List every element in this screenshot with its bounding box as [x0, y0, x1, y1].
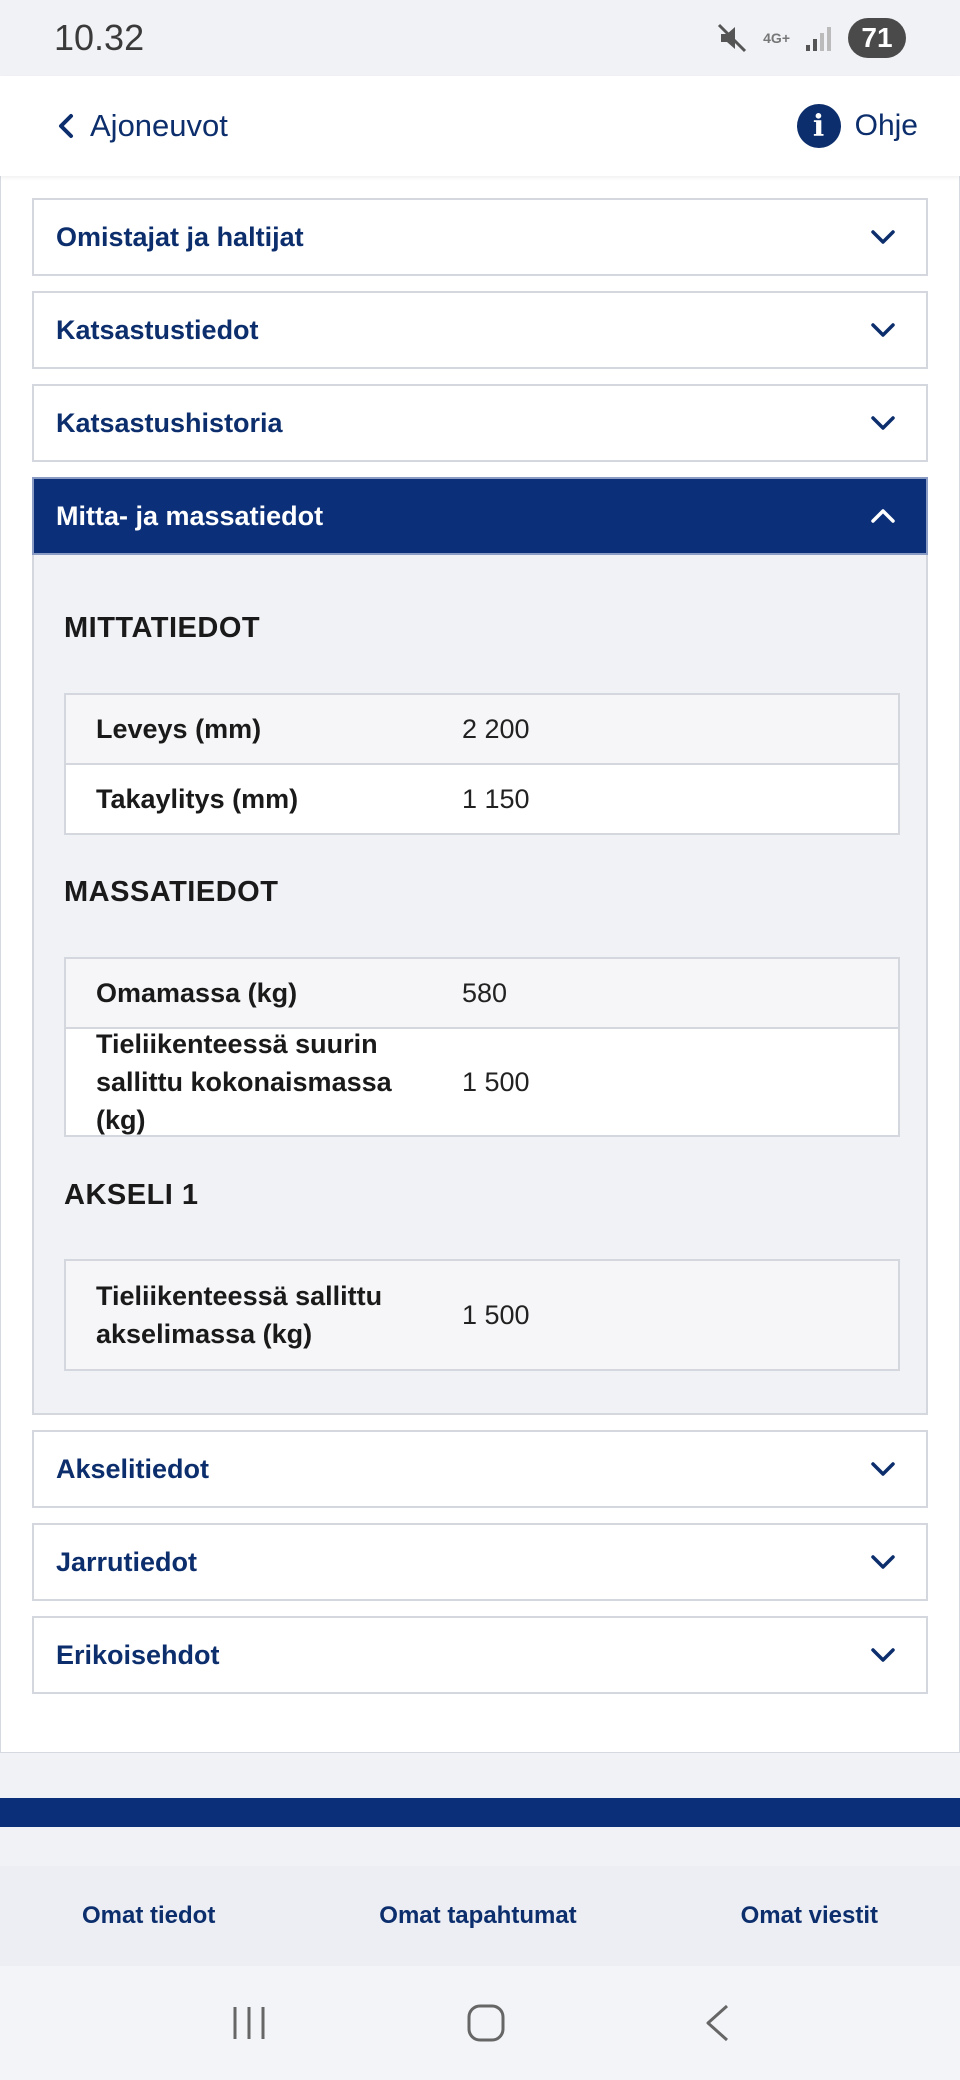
- chevron-down-icon: [870, 321, 896, 339]
- mute-icon: [715, 21, 749, 55]
- back-button[interactable]: [56, 108, 228, 144]
- status-bar: [0, 0, 960, 76]
- row-value: 1 500: [462, 1299, 530, 1330]
- bottom-nav: [0, 1866, 960, 1966]
- row-label: Omamassa (kg): [96, 978, 298, 1008]
- nav-omat-tiedot[interactable]: Omat tiedot: [81, 1902, 216, 1929]
- accordion-title: Katsastustiedot: [56, 314, 259, 345]
- accordion-title: Mitta- ja massatiedot: [56, 500, 324, 531]
- app-header: [0, 76, 960, 176]
- row-label: Tieliikenteessä sallittu akselimassa (kg): [96, 1281, 383, 1349]
- network-label: 4G+: [763, 30, 790, 46]
- accordion-omistajat[interactable]: [32, 198, 928, 276]
- accordion-erikoisehdot[interactable]: [32, 1616, 928, 1694]
- battery-level: 71: [861, 22, 893, 53]
- status-icons: [715, 18, 906, 58]
- row-value: 1 500: [462, 1066, 530, 1097]
- data-table: [64, 957, 900, 1137]
- row-label: Tieliikenteessä suurin sallittu kokonaismassa (kg): [96, 1029, 392, 1135]
- system-nav: [0, 1966, 960, 2080]
- data-table: [64, 1259, 900, 1371]
- data-table: [64, 693, 900, 835]
- home-icon[interactable]: [466, 2003, 506, 2043]
- back-label: Ajoneuvot: [90, 108, 228, 143]
- status-time: 10.32: [54, 17, 145, 58]
- row-value: 2 200: [462, 713, 530, 744]
- chevron-up-icon: [870, 507, 896, 525]
- chevron-left-icon: [56, 112, 76, 140]
- chevron-down-icon: [870, 414, 896, 432]
- chevron-down-icon: [870, 1460, 896, 1478]
- help-label: Ohje: [854, 109, 918, 142]
- chevron-down-icon: [870, 1646, 896, 1664]
- accordion-title: Erikoisehdot: [56, 1639, 220, 1670]
- accordion-title: Katsastushistoria: [56, 407, 283, 438]
- nav-omat-viestit[interactable]: Omat viestit: [740, 1902, 879, 1929]
- help-button[interactable]: [797, 104, 918, 148]
- nav-omat-tapahtumat[interactable]: Omat tapahtumat: [379, 1902, 577, 1929]
- info-icon: i: [797, 104, 841, 148]
- accordion-title: Akselitiedot: [56, 1453, 210, 1484]
- table-row: [66, 1027, 898, 1135]
- row-value: 1 150: [462, 783, 530, 814]
- section-heading: MASSATIEDOT: [64, 876, 279, 908]
- section-heading: AKSELI 1: [64, 1179, 199, 1211]
- signal-icon: [804, 23, 834, 53]
- accordion-panel: [32, 555, 928, 1415]
- accordion-jarrutiedot[interactable]: [32, 1523, 928, 1601]
- section-heading: MITTATIEDOT: [64, 612, 261, 644]
- accordion-title: Jarrutiedot: [56, 1546, 198, 1577]
- row-label: Takaylitys (mm): [96, 784, 299, 814]
- recent-apps-icon[interactable]: [229, 2004, 269, 2042]
- accordion-katsastushistoria[interactable]: [32, 384, 928, 462]
- footer-band: [0, 1798, 960, 1827]
- battery-icon: [848, 18, 906, 58]
- table-row: [66, 1261, 898, 1369]
- table-row: [66, 763, 898, 833]
- table-row: [66, 695, 898, 763]
- row-value: 580: [462, 977, 508, 1008]
- accordion-title: Omistajat ja haltijat: [56, 221, 304, 252]
- chevron-down-icon: [870, 1553, 896, 1571]
- accordion-mitta-massatiedot[interactable]: [32, 477, 928, 555]
- row-label: Leveys (mm): [96, 714, 262, 744]
- back-nav-icon[interactable]: [703, 2003, 731, 2043]
- accordion-akselitiedot[interactable]: [32, 1430, 928, 1508]
- accordion-katsastustiedot[interactable]: [32, 291, 928, 369]
- table-row: [66, 959, 898, 1027]
- chevron-down-icon: [870, 228, 896, 246]
